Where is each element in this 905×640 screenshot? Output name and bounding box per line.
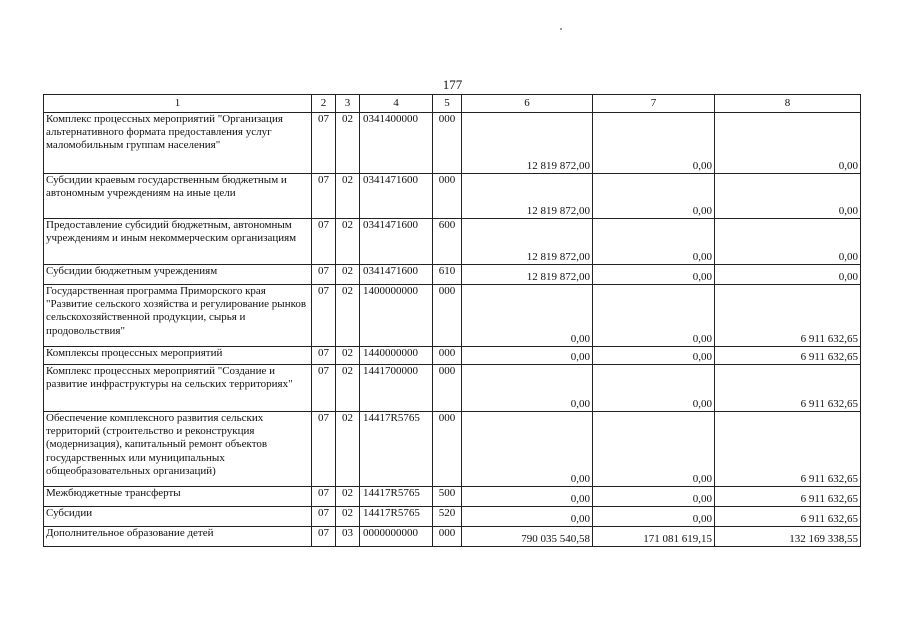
row-name-cell: Комплекс процессных мероприятий "Организация альтернативного формата предоставления услуг маломобильным группам населения" <box>44 113 312 174</box>
row-name-cell: Обеспечение комплексного развития сельских территорий (строительство и реконструкция (модернизация), капитальный ремонт объектов государственных или муниципальных общеобразовательных организаций) <box>44 412 312 487</box>
table-row <box>44 113 861 174</box>
target-article-cell: 14417R5765 <box>360 487 433 507</box>
table-row <box>44 527 861 547</box>
amount-col6-cell: 12 819 872,00 <box>462 219 593 265</box>
target-article-cell: 1440000000 <box>360 347 433 365</box>
subsection-code-cell: 02 <box>336 347 360 365</box>
expense-type-cell: 520 <box>433 507 462 527</box>
table-row <box>44 174 861 219</box>
subsection-code-cell: 02 <box>336 113 360 174</box>
amount-col8-cell: 0,00 <box>715 219 861 265</box>
section-code-cell: 07 <box>312 265 336 285</box>
subsection-code-cell: 02 <box>336 487 360 507</box>
table-header-row <box>44 95 861 113</box>
amount-col8-cell: 0,00 <box>715 265 861 285</box>
section-code-cell: 07 <box>312 219 336 265</box>
section-code-cell: 07 <box>312 174 336 219</box>
amount-col6-cell: 0,00 <box>462 365 593 412</box>
amount-col8-cell: 6 911 632,65 <box>715 285 861 347</box>
amount-col7-cell: 0,00 <box>593 412 715 487</box>
row-name-cell: Межбюджетные трансферты <box>44 487 312 507</box>
target-article-cell: 0341471600 <box>360 174 433 219</box>
table-row <box>44 285 861 347</box>
expense-type-cell: 500 <box>433 487 462 507</box>
subsection-code-cell: 02 <box>336 365 360 412</box>
row-name-cell: Комплекс процессных мероприятий "Создание и развитие инфраструктуры на сельских территориях" <box>44 365 312 412</box>
amount-col6-cell: 0,00 <box>462 285 593 347</box>
table-row <box>44 507 861 527</box>
expense-type-cell: 000 <box>433 285 462 347</box>
budget-table <box>43 94 861 547</box>
expense-type-cell: 000 <box>433 527 462 547</box>
subsection-code-cell: 02 <box>336 507 360 527</box>
header-cell: 2 <box>312 95 336 113</box>
header-cell: 8 <box>715 95 861 113</box>
amount-col8-cell: 6 911 632,65 <box>715 487 861 507</box>
amount-col6-cell: 12 819 872,00 <box>462 265 593 285</box>
target-article-cell: 0000000000 <box>360 527 433 547</box>
amount-col8-cell: 6 911 632,65 <box>715 365 861 412</box>
expense-type-cell: 000 <box>433 412 462 487</box>
header-cell: 3 <box>336 95 360 113</box>
expense-type-cell: 000 <box>433 365 462 412</box>
row-name-cell: Субсидии краевым государственным бюджетным и автономным учреждениям на иные цели <box>44 174 312 219</box>
subsection-code-cell: 02 <box>336 412 360 487</box>
amount-col8-cell: 6 911 632,65 <box>715 412 861 487</box>
amount-col6-cell: 790 035 540,58 <box>462 527 593 547</box>
amount-col8-cell: 6 911 632,65 <box>715 507 861 527</box>
row-name-cell: Государственная программа Приморского края "Развитие сельского хозяйства и регулирование рынков сельскохозяйственной продукции, сырья и продовольствия" <box>44 285 312 347</box>
subsection-code-cell: 02 <box>336 265 360 285</box>
row-name-cell: Предоставление субсидий бюджетным, автономным учреждениям и иным некоммерческим организациям <box>44 219 312 265</box>
section-code-cell: 07 <box>312 365 336 412</box>
target-article-cell: 1441700000 <box>360 365 433 412</box>
page-number: 177 <box>442 77 463 92</box>
subsection-code-cell: 02 <box>336 285 360 347</box>
amount-col6-cell: 0,00 <box>462 507 593 527</box>
expense-type-cell: 000 <box>433 347 462 365</box>
amount-col7-cell: 0,00 <box>593 365 715 412</box>
amount-col7-cell: 0,00 <box>593 487 715 507</box>
header-cell: 4 <box>360 95 433 113</box>
table-row <box>44 365 861 412</box>
section-code-cell: 07 <box>312 527 336 547</box>
subsection-code-cell: 03 <box>336 527 360 547</box>
amount-col8-cell: 6 911 632,65 <box>715 347 861 365</box>
section-code-cell: 07 <box>312 347 336 365</box>
target-article-cell: 14417R5765 <box>360 507 433 527</box>
target-article-cell: 1400000000 <box>360 285 433 347</box>
amount-col6-cell: 12 819 872,00 <box>462 174 593 219</box>
section-code-cell: 07 <box>312 507 336 527</box>
subsection-code-cell: 02 <box>336 174 360 219</box>
amount-col8-cell: 0,00 <box>715 113 861 174</box>
table-row <box>44 219 861 265</box>
row-name-cell: Комплексы процессных мероприятий <box>44 347 312 365</box>
expense-type-cell: 610 <box>433 265 462 285</box>
header-cell: 1 <box>44 95 312 113</box>
amount-col8-cell: 0,00 <box>715 174 861 219</box>
subsection-code-cell: 02 <box>336 219 360 265</box>
table-row <box>44 265 861 285</box>
header-cell: 7 <box>593 95 715 113</box>
target-article-cell: 0341471600 <box>360 219 433 265</box>
amount-col6-cell: 0,00 <box>462 487 593 507</box>
row-name-cell: Субсидии <box>44 507 312 527</box>
amount-col7-cell: 0,00 <box>593 174 715 219</box>
section-code-cell: 07 <box>312 487 336 507</box>
table-row <box>44 412 861 487</box>
amount-col6-cell: 0,00 <box>462 412 593 487</box>
amount-col6-cell: 0,00 <box>462 347 593 365</box>
amount-col6-cell: 12 819 872,00 <box>462 113 593 174</box>
amount-col7-cell: 0,00 <box>593 285 715 347</box>
amount-col7-cell: 0,00 <box>593 347 715 365</box>
expense-type-cell: 600 <box>433 219 462 265</box>
expense-type-cell: 000 <box>433 113 462 174</box>
target-article-cell: 14417R5765 <box>360 412 433 487</box>
table-row <box>44 487 861 507</box>
amount-col7-cell: 171 081 619,15 <box>593 527 715 547</box>
amount-col7-cell: 0,00 <box>593 219 715 265</box>
row-name-cell: Субсидии бюджетным учреждениям <box>44 265 312 285</box>
amount-col7-cell: 0,00 <box>593 507 715 527</box>
section-code-cell: 07 <box>312 412 336 487</box>
amount-col7-cell: 0,00 <box>593 113 715 174</box>
amount-col8-cell: 132 169 338,55 <box>715 527 861 547</box>
header-cell: 5 <box>433 95 462 113</box>
target-article-cell: 0341400000 <box>360 113 433 174</box>
section-code-cell: 07 <box>312 285 336 347</box>
target-article-cell: 0341471600 <box>360 265 433 285</box>
row-name-cell: Дополнительное образование детей <box>44 527 312 547</box>
header-cell: 6 <box>462 95 593 113</box>
expense-type-cell: 000 <box>433 174 462 219</box>
amount-col7-cell: 0,00 <box>593 265 715 285</box>
section-code-cell: 07 <box>312 113 336 174</box>
table-row <box>44 347 861 365</box>
scan-speck <box>560 28 562 30</box>
